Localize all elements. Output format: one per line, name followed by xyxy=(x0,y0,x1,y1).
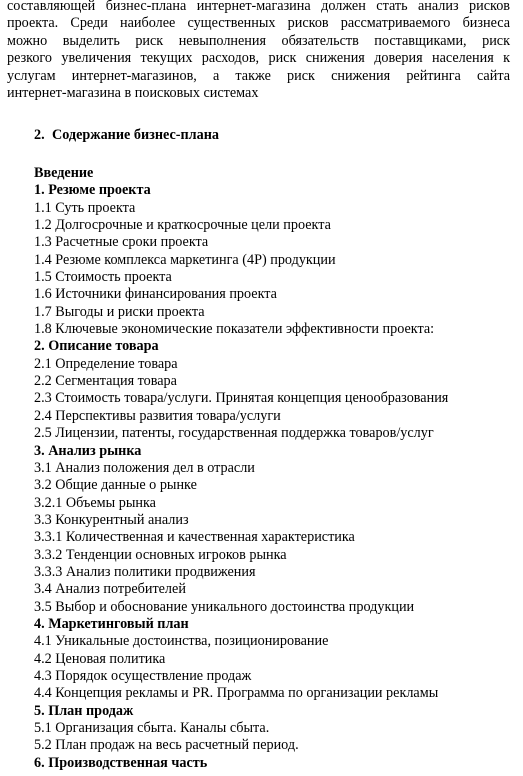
toc-section-heading: 4. Маркетинговый план xyxy=(34,615,189,632)
toc-item: 5.1 Организация сбыта. Каналы сбыта. xyxy=(34,720,270,736)
toc-section-heading: 3. Анализ рынка xyxy=(34,442,142,459)
toc-item: 3.5 Выбор и обоснование уникального достоинства продукции xyxy=(34,598,415,615)
toc-item: 4.2 Ценовая политика xyxy=(34,650,166,667)
toc-item: 3.1 Анализ положения дел в отрасли xyxy=(34,459,255,476)
toc-item: 1.3 Расчетные сроки проекта xyxy=(34,234,209,251)
toc-item: 1.2 Долгосрочные и краткосрочные цели проекта xyxy=(34,217,331,234)
toc-item: 3.4 Анализ потребителей xyxy=(34,581,186,598)
toc-item: 2.5 Лицензии, патенты, государственная поддержка товаров/услуг xyxy=(34,425,434,442)
toc-item: 2.4 Перспективы развития товара/услуги xyxy=(34,407,281,424)
toc-section-heading: 5. План продаж xyxy=(34,702,134,719)
toc-item: 1.7 Выгоды и риски проекта xyxy=(34,303,205,320)
toc-item: 2.3 Стоимость товара/услуги. Принятая концепция ценообразования xyxy=(34,390,449,407)
toc-item: 1.1 Суть проекта xyxy=(34,199,136,216)
toc-item: 1.6 Источники финансирования проекта xyxy=(34,286,277,303)
toc-item: 1.5 Стоимость проекта xyxy=(34,269,172,286)
toc-item: 1.8 Ключевые экономические показатели эффективности проекта: xyxy=(34,321,435,338)
toc-item: 4.3 Порядок осуществление продаж xyxy=(34,667,252,684)
toc-item: 1.4 Резюме комплекса маркетинга (4Р) продукции xyxy=(34,251,336,268)
section-number: 2. xyxy=(34,127,45,143)
toc-item: 3.3.3 Анализ политики продвижения xyxy=(34,563,256,580)
intro-line: резкого увеличения текущих расходов, риск снижения доверия населения к xyxy=(7,50,510,67)
toc-item: 5.2 План продаж на весь расчетный период. xyxy=(34,737,299,754)
toc-item: 3.3.1 Количественная и качественная характеристика xyxy=(34,529,355,546)
intro-paragraph xyxy=(7,0,510,102)
toc-item: 3.3 Конкурентный анализ xyxy=(34,511,189,528)
toc-item: 2.1 Определение товара xyxy=(34,355,178,372)
intro-line: можно выделить риск невыполнения обязательств поставщиками, риск xyxy=(7,32,510,49)
section-heading xyxy=(34,127,219,144)
toc-item: 3.3.2 Тенденции основных игроков рынка xyxy=(34,546,287,563)
section-title: Содержание бизнес-плана xyxy=(52,127,220,143)
toc-item: 3.2.1 Объемы рынка xyxy=(34,494,156,511)
toc-item: 3.2 Общие данные о рынке xyxy=(34,477,197,494)
table-of-contents xyxy=(34,165,448,772)
toc-section-heading: 2. Описание товара xyxy=(34,338,159,355)
toc-item: 4.1 Уникальные достоинства, позиционирование xyxy=(34,633,329,650)
toc-item: 4.4 Концепция рекламы и PR. Программа по организации рекламы xyxy=(34,685,439,702)
intro-line: проекта. Среди наиболее существенных рисков рассматриваемого бизнеса xyxy=(7,15,510,32)
intro-line: услугам интернет-магазинов, а также риск снижения рейтинга сайта xyxy=(7,67,510,84)
intro-line: составляющей бизнес-плана интернет-магазина должен стать анализ рисков xyxy=(7,0,510,14)
toc-item: 2.2 Сегментация товара xyxy=(34,373,177,390)
intro-line: интернет-магазина в поисковых системах xyxy=(7,84,259,101)
toc-section-heading: 6. Производственная часть xyxy=(34,754,208,771)
toc-section-heading: 1. Резюме проекта xyxy=(34,182,151,199)
toc-section-heading: Введение xyxy=(34,165,94,181)
